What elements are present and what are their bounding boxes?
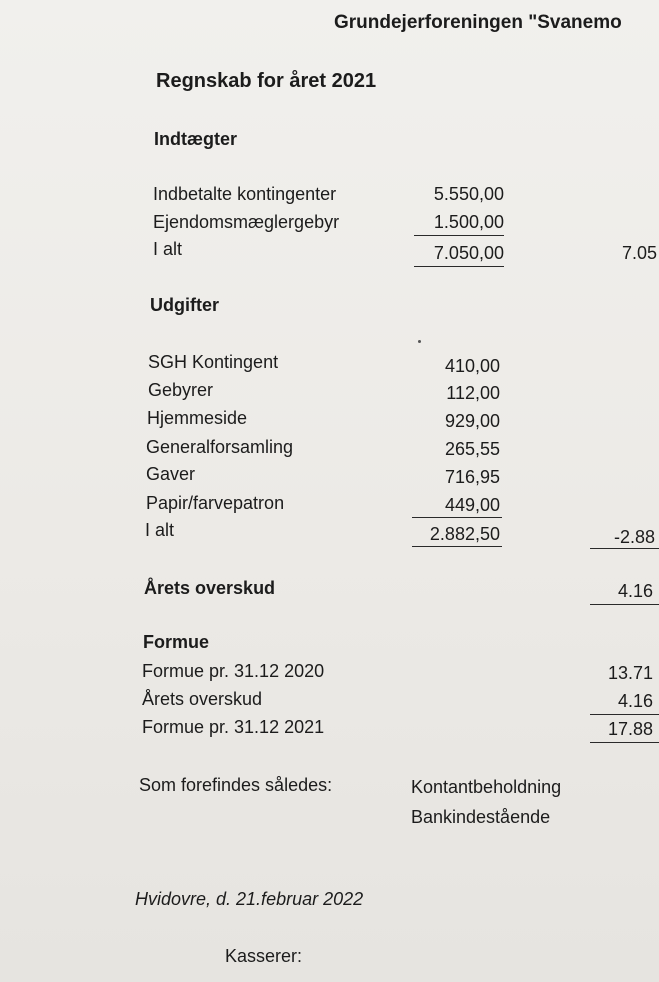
surplus-label: Årets overskud xyxy=(144,578,276,598)
income-label: Indbetalte kontingenter xyxy=(153,184,337,204)
expense-label: SGH Kontingent xyxy=(148,352,279,372)
subtotal-rule xyxy=(412,517,502,518)
expense-label: Hjemmeside xyxy=(147,408,248,428)
wealth-right: 4.16 xyxy=(618,691,654,711)
wealth-label: Formue pr. 31.12 2020 xyxy=(142,661,325,681)
document-title: Regnskab for året 2021 xyxy=(156,70,377,92)
expenses-total-amount: 2.882,50 xyxy=(429,524,500,544)
right-rule xyxy=(590,742,659,743)
expense-amount: 410,00 xyxy=(444,356,500,376)
income-amount: 5.550,00 xyxy=(433,184,504,204)
expenses-total-label: I alt xyxy=(145,520,175,540)
income-total-right: 7.05 xyxy=(622,243,658,263)
organization-name: Grundejerforeningen "Svanemo xyxy=(334,12,622,33)
subtotal-rule xyxy=(414,235,504,236)
income-total-label: I alt xyxy=(153,239,183,259)
expense-amount: 112,00 xyxy=(446,383,500,403)
found-item: Kontantbeholdning xyxy=(411,777,562,797)
expense-amount: 265,55 xyxy=(444,439,500,459)
wealth-label: Årets overskud xyxy=(142,689,263,709)
wealth-right: 17.88 xyxy=(608,719,654,739)
income-total-amount: 7.050,00 xyxy=(433,243,504,263)
cashier-label: Kasserer: xyxy=(225,946,303,966)
wealth-right: 13.71 xyxy=(608,663,654,683)
right-rule xyxy=(590,604,659,605)
right-rule xyxy=(590,714,659,715)
income-label: Ejendomsmæglergebyr xyxy=(153,212,340,232)
total-rule xyxy=(414,266,504,267)
wealth-heading: Formue xyxy=(143,632,210,652)
expense-label: Generalforsamling xyxy=(146,437,294,457)
found-label: Som forefindes således: xyxy=(139,775,333,795)
speck xyxy=(418,340,421,343)
expense-label: Gebyrer xyxy=(148,380,214,400)
income-heading: Indtægter xyxy=(154,129,237,149)
total-rule xyxy=(412,546,502,547)
found-item: Bankindestående xyxy=(411,807,551,827)
expense-amount: 716,95 xyxy=(444,467,500,487)
place-date: Hvidovre, d. 21.februar 2022 xyxy=(135,889,364,909)
income-amount: 1.500,00 xyxy=(433,212,504,232)
expense-label: Gaver xyxy=(146,464,196,484)
expense-amount: 449,00 xyxy=(444,495,500,515)
expense-label: Papir/farvepatron xyxy=(146,493,285,513)
expense-amount: 929,00 xyxy=(444,411,500,431)
surplus-right: 4.16 xyxy=(618,581,654,601)
expenses-heading: Udgifter xyxy=(150,295,219,315)
expenses-total-right: -2.88 xyxy=(614,527,656,547)
wealth-label: Formue pr. 31.12 2021 xyxy=(142,717,325,737)
right-rule xyxy=(590,548,659,549)
